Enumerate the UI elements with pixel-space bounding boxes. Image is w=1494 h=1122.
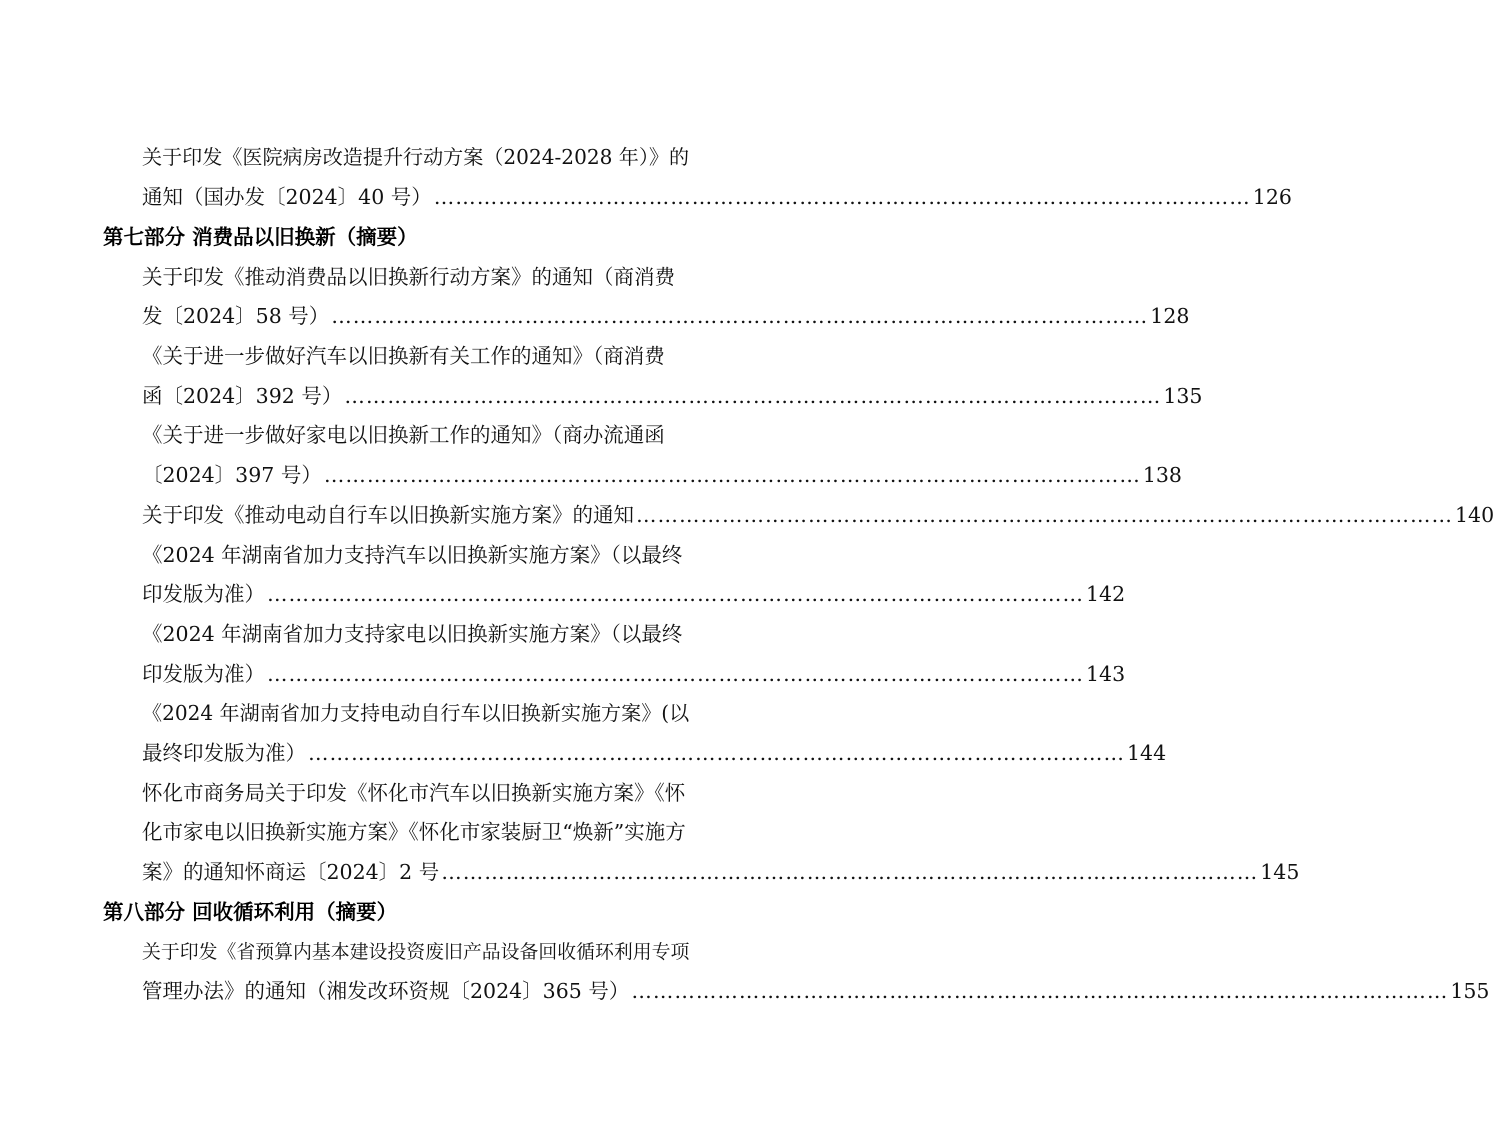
section-heading: 第八部分 回收循环利用（摘要） xyxy=(103,900,398,924)
toc-entry-text: 最终印发版为准） xyxy=(142,741,306,765)
toc-entry-row xyxy=(142,580,1126,608)
leader-dots: …………………………………………………………………………………………………… xyxy=(331,304,1149,328)
toc-entry-row xyxy=(142,461,1182,489)
toc-entry-text: 关于印发《推动电动自行车以旧换新实施方案》的通知 xyxy=(142,503,634,527)
page-number: 145 xyxy=(1260,860,1300,884)
leader-dots: …………………………………………………………………………………………………… xyxy=(433,185,1251,209)
page-number: 126 xyxy=(1252,185,1292,209)
toc-entry-text: 化市家电以旧换新实施方案》《怀化市家装厨卫“焕新”实施方 xyxy=(142,820,686,844)
toc-entry-text: 关于印发《省预算内基本建设投资废旧产品设备回收循环利用专项 xyxy=(142,941,690,963)
toc-entry-text: 〔2024〕397 号） xyxy=(142,463,322,487)
leader-dots: …………………………………………………………………………………………………… xyxy=(344,384,1162,408)
leader-dots: …………………………………………………………………………………………………… xyxy=(323,463,1141,487)
toc-entry-text: 《关于进一步做好汽车以旧换新有关工作的通知》（商消费 xyxy=(142,344,665,368)
page-number: 138 xyxy=(1142,463,1182,487)
leader-dots: …………………………………………………………………………………………………… xyxy=(441,860,1259,884)
toc-entry-text: 通知（国办发〔2024〕40 号） xyxy=(142,185,432,209)
leader-dots: …………………………………………………………………………………………………… xyxy=(267,582,1084,606)
toc-entry-row xyxy=(142,858,1300,886)
page-number: 155 xyxy=(1450,979,1490,1003)
toc-entry-text: 印发版为准） xyxy=(142,662,265,686)
toc-entry-text: 《2024 年湖南省加力支持电动自行车以旧换新实施方案》(以 xyxy=(142,701,690,725)
toc-entry-row xyxy=(142,977,1490,1005)
toc-entry-text: 关于印发《医院病房改造提升行动方案（2024-2028 年）》的 xyxy=(142,145,690,169)
toc-entry-row xyxy=(142,739,1167,767)
page-number: 144 xyxy=(1127,741,1167,765)
page-number: 128 xyxy=(1150,304,1190,328)
toc-entry-text: 《2024 年湖南省加力支持家电以旧换新实施方案》（以最终 xyxy=(142,622,683,646)
toc-entry-text: 怀化市商务局关于印发《怀化市汽车以旧换新实施方案》《怀 xyxy=(142,781,686,805)
toc-entry-row xyxy=(142,660,1126,688)
toc-entry-text: 关于印发《推动消费品以旧换新行动方案》的通知（商消费 xyxy=(142,265,675,289)
toc-entry-text: 案》的通知怀商运〔2024〕2 号 xyxy=(142,860,440,884)
toc-entry-text: 《关于进一步做好家电以旧换新工作的通知》（商办流通函 xyxy=(142,423,665,447)
page-number: 142 xyxy=(1086,582,1126,606)
page-number: 143 xyxy=(1086,662,1126,686)
page-number: 140 xyxy=(1455,503,1494,527)
leader-dots: …………………………………………………………………………………………………… xyxy=(636,503,1453,527)
leader-dots: …………………………………………………………………………………………………… xyxy=(267,662,1084,686)
toc-entry-text: 发〔2024〕58 号） xyxy=(142,304,330,328)
section-heading: 第七部分 消费品以旧换新（摘要） xyxy=(103,225,418,249)
toc-entry-row xyxy=(142,501,1494,529)
toc-entry-text: 《2024 年湖南省加力支持汽车以旧换新实施方案》（以最终 xyxy=(142,543,683,567)
toc-entry-row xyxy=(142,183,1292,211)
toc-entry-text: 函〔2024〕392 号） xyxy=(142,384,343,408)
leader-dots: …………………………………………………………………………………………………… xyxy=(631,979,1449,1003)
toc-entry-row xyxy=(142,382,1203,410)
toc-entry-text: 印发版为准） xyxy=(142,582,265,606)
toc-entry-row xyxy=(142,302,1190,330)
toc-entry-text: 管理办法》的通知（湘发改环资规〔2024〕365 号） xyxy=(142,979,630,1003)
page-number: 135 xyxy=(1163,384,1203,408)
leader-dots: …………………………………………………………………………………………………… xyxy=(308,741,1125,765)
